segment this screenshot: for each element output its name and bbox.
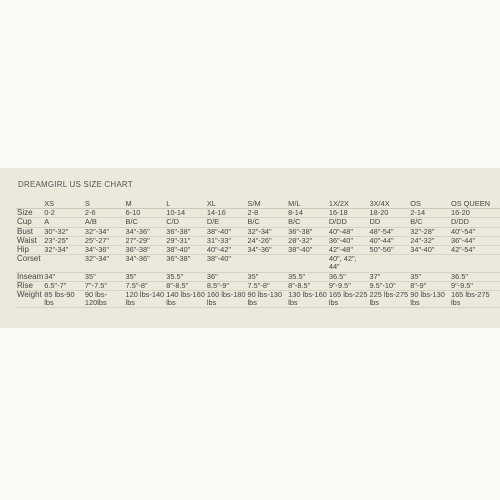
table-cell: 8.5"-9"	[206, 281, 247, 290]
table-cell: 2-8	[247, 209, 288, 218]
table-cell: 32"-34"	[84, 227, 125, 236]
table-cell: 160 lbs-180 lbs	[206, 290, 246, 308]
table-cell: B/C	[247, 218, 288, 227]
table-cell: 40"-54"	[450, 227, 500, 236]
column-header: OS QUEEN	[450, 200, 500, 209]
table-cell: 38"-40"	[206, 255, 247, 272]
header-row	[16, 200, 500, 209]
table-cell: 40"-48"	[328, 227, 369, 236]
table-cell: 2-14	[409, 209, 450, 218]
table-cell: 32"-34"	[247, 227, 288, 236]
table-cell: 6-10	[125, 209, 166, 218]
table-cell	[247, 255, 288, 272]
table-cell: 8-14	[287, 209, 328, 218]
table-cell: 90 lbs-130 lbs	[409, 291, 450, 308]
column-header: L	[165, 200, 206, 209]
table-cell: 90 lbs-120lbs	[84, 291, 125, 308]
table-cell: 36.5"	[450, 272, 500, 281]
row-label: Cup	[16, 218, 43, 227]
size-chart-table	[16, 200, 500, 308]
table-cell: B/C	[125, 218, 166, 227]
table-cell: 35"	[409, 272, 450, 281]
row-label: Bust	[16, 227, 43, 236]
table-row	[16, 281, 500, 290]
table-cell: 35"	[247, 272, 288, 281]
table-cell: 38"-40"	[165, 246, 206, 255]
row-label: Rise	[16, 281, 43, 290]
table-cell: 7.5"-8"	[247, 281, 288, 290]
table-cell: 16-20	[450, 209, 500, 218]
table-cell: 32"-34"	[84, 255, 125, 272]
table-cell: D/E	[206, 218, 247, 227]
table-cell: 23"-25"	[43, 236, 84, 245]
table-row	[16, 272, 500, 281]
table-cell: 36"-38"	[165, 227, 206, 236]
table-cell: 7.5"-8"	[125, 281, 166, 290]
table-cell: 32"-34"	[43, 246, 84, 255]
table-cell: 8"-8.5"	[165, 281, 206, 290]
table-row	[16, 227, 500, 236]
table-cell: 165 lbs-225 lbs	[328, 290, 368, 308]
table-cell: 36.5"	[328, 272, 369, 281]
table-cell: 25"-27"	[84, 236, 125, 245]
table-cell: 0-2	[43, 209, 84, 218]
table-cell: D/DD	[450, 218, 500, 227]
table-cell: 16-18	[328, 209, 369, 218]
table-cell: 28"-32"	[287, 236, 328, 245]
table-cell: 32"-28"	[409, 227, 450, 236]
column-header: M	[125, 200, 166, 209]
column-header: OS	[409, 200, 450, 209]
table-row	[16, 236, 500, 245]
table-cell: 48"-54"	[368, 227, 409, 236]
table-row	[16, 255, 500, 272]
table-cell	[450, 255, 500, 272]
table-cell: 34"-40"	[409, 246, 450, 255]
table-cell: 165 lbs-275 lbs	[450, 291, 500, 308]
table-cell: 140 lbs-160 lbs	[166, 290, 205, 308]
table-cell: 38"-40"	[287, 246, 328, 255]
column-header: XL	[206, 200, 247, 209]
table-cell: 225 lbs-275 lbs	[369, 290, 409, 308]
table-cell: C/D	[165, 218, 206, 227]
table-cell: 35.5"	[165, 272, 206, 281]
table-cell: 38"-40"	[206, 227, 247, 236]
table-cell: 24"-32"	[409, 236, 450, 245]
table-cell: 6.5"-7"	[43, 281, 84, 290]
table-cell: 34"	[43, 272, 84, 281]
table-cell: 42"-54"	[450, 246, 500, 255]
row-label: Hip	[16, 246, 43, 255]
table-cell: 34"-36"	[125, 227, 166, 236]
table-cell: 40"-44"	[368, 236, 409, 245]
table-cell: 30"-32"	[43, 227, 84, 236]
table-cell: 9.5"-10"	[368, 281, 409, 290]
table-cell: 42"-48"	[328, 246, 369, 255]
row-label: Weight	[16, 291, 43, 308]
table-cell: 14-16	[206, 209, 247, 218]
table-cell: DD	[368, 218, 409, 227]
table-cell: 35.5"	[287, 272, 328, 281]
table-cell: 35"	[84, 272, 125, 281]
column-header: XS	[43, 200, 84, 209]
table-cell: B/C	[409, 218, 450, 227]
table-cell: 37"	[368, 272, 409, 281]
table-cell: 18-20	[368, 209, 409, 218]
table-cell: 29"-31"	[165, 236, 206, 245]
table-cell: 90 lbs-130 lbs	[247, 291, 288, 308]
table-row	[16, 291, 500, 308]
table-cell: 36"	[206, 272, 247, 281]
table-cell	[287, 255, 328, 272]
column-header: S/M	[247, 200, 288, 209]
row-label: Waist	[16, 236, 43, 245]
table-cell	[409, 255, 450, 272]
table-cell: 34"-36"	[84, 246, 125, 255]
row-label: Corset	[16, 255, 43, 272]
table-cell	[368, 255, 409, 272]
table-cell: 40"-42"	[206, 246, 247, 255]
row-label: Size	[16, 209, 43, 218]
table-cell: B/C	[287, 218, 328, 227]
table-cell: 7"-7.5"	[84, 281, 125, 290]
table-cell: 31"-33"	[206, 236, 247, 245]
table-cell: A/B	[84, 218, 125, 227]
table-cell: 27"-29"	[125, 236, 166, 245]
table-cell: 36"-38"	[287, 227, 328, 236]
table-cell: 34"-36"	[125, 255, 166, 272]
table-cell: 85 lbs-90 lbs	[43, 291, 84, 308]
column-header: M/L	[287, 200, 328, 209]
column-header: 3X/4X	[368, 200, 409, 209]
table-cell: D/DD	[328, 218, 369, 227]
table-cell: 10-14	[165, 209, 206, 218]
row-label: Inseam	[17, 272, 44, 281]
table-cell: 2-6	[84, 209, 125, 218]
table-cell: 8"-8.5"	[287, 281, 328, 290]
table-cell	[43, 255, 84, 272]
column-header: S	[84, 200, 125, 209]
column-header: 1X/2X	[328, 200, 369, 209]
table-cell: 50"-56"	[368, 246, 409, 255]
table-row	[16, 209, 500, 218]
chart-title: DREAMGIRL US SIZE CHART	[18, 180, 133, 189]
table-cell: 120 lbs-140 lbs	[125, 290, 165, 308]
table-cell: 36"-38"	[125, 246, 166, 255]
table-row	[16, 218, 500, 227]
table-cell: 130 lbs-160 lbs	[288, 290, 327, 308]
table-cell: 36"-40"	[328, 236, 369, 245]
table-cell: 24"-26"	[247, 236, 288, 245]
table-cell: 40", 42", 44"	[328, 255, 369, 272]
header-corner	[16, 200, 43, 209]
table-cell: 9"-9.5"	[328, 281, 369, 290]
table-cell: 34"-36"	[247, 246, 288, 255]
table-cell: 36"-44"	[450, 236, 500, 245]
table-cell: 9"-9.5"	[450, 281, 500, 290]
table-cell: 8"-9"	[409, 281, 450, 290]
table-cell: 35"	[125, 272, 166, 281]
table-cell: A	[43, 218, 84, 227]
table-cell: 36"-38"	[165, 255, 206, 272]
table-row	[16, 246, 500, 255]
